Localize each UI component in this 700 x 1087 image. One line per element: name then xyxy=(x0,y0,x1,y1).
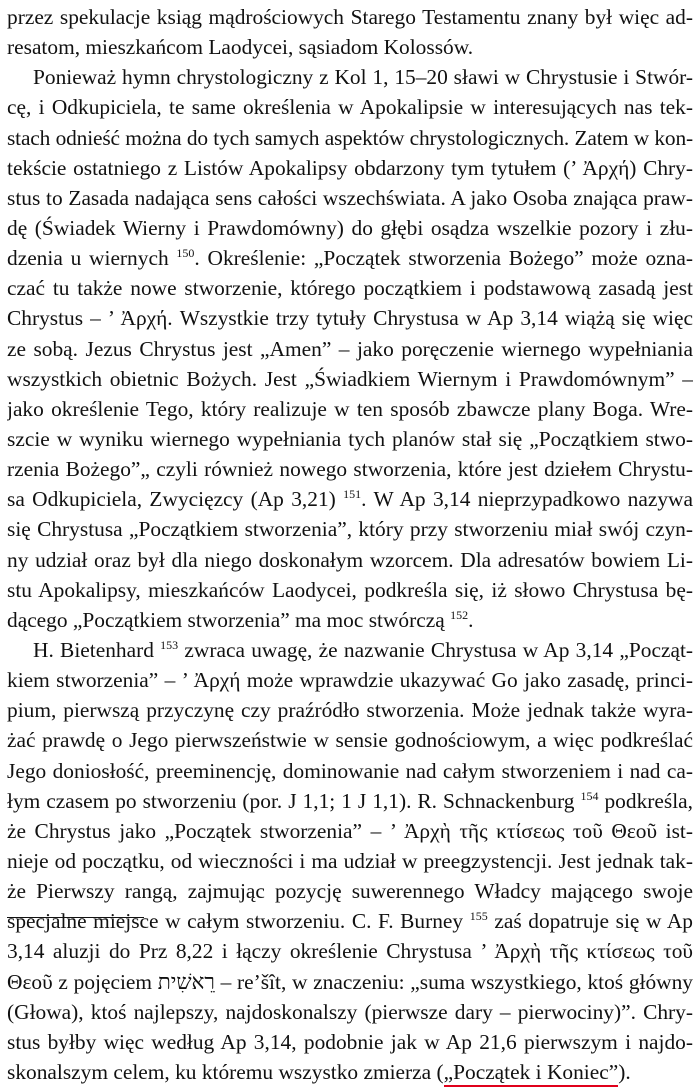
text-line xyxy=(7,364,693,394)
text-line xyxy=(7,936,693,966)
text-line xyxy=(7,243,693,273)
text-segment: się Chrystusa „Początkiem stworzenia”, który przy stworzeniu miał swój czyn- xyxy=(7,517,693,542)
text-line xyxy=(7,62,693,92)
text-segment: stach odnieść można do tych samych aspektów chrystologicznych. Zatem w kon- xyxy=(7,125,693,150)
text-segment: stus byłby więc według Ap 3,14, podobnie jak w Ap 21,6 pierwszym i najdo- xyxy=(7,1029,693,1054)
footnote-separator xyxy=(7,917,144,918)
text-segment: że Chrystus jako „Początek stworzenia” – ’ Ἀρχὴ τῆς κτίσεως τοῦ Θεοῦ ist- xyxy=(7,818,693,843)
text-line xyxy=(7,846,693,876)
footnote-ref: 152 xyxy=(450,607,469,622)
text-line xyxy=(7,123,693,153)
text-line xyxy=(7,484,693,514)
text-line xyxy=(7,545,693,575)
text-line xyxy=(7,424,693,454)
text-segment: przez spekulacje ksiąg mądrościowych Starego Testamentu znany był więc ad- xyxy=(7,5,693,29)
text-line xyxy=(7,454,693,484)
text-segment: H. Bietenhard xyxy=(33,637,161,662)
text-segment: cę, i Odkupiciela, te same określenia w Apokalipsie w interesujących nas tek- xyxy=(7,95,693,120)
text-line xyxy=(7,816,693,846)
text-line xyxy=(7,394,693,424)
text-segment: dzenia u wiernych xyxy=(7,246,177,271)
text-segment: . Określenie: „Początek stworzenia Bożego” może ozna- xyxy=(194,246,693,271)
text-segment: stu Apokalipsy, mieszkańców Laodycei, podkreśla się, iż słowo Chrystusa bę- xyxy=(7,577,693,602)
text-line xyxy=(7,32,693,62)
text-segment: . xyxy=(468,607,474,632)
footnote-ref: 153 xyxy=(160,637,179,652)
text-segment: sa Odkupiciela, Zwycięzcy (Ap 3,21) xyxy=(7,487,344,512)
text-segment: nieje od początku, od wieczności i ma udział w preegzystencji. Jest jednak tak- xyxy=(7,848,693,873)
footnote-ref: 150 xyxy=(176,246,195,261)
text-line xyxy=(7,635,693,665)
text-segment: . W Ap 3,14 nieprzypadkowo nazywa xyxy=(361,487,693,512)
text-line xyxy=(7,665,693,695)
text-segment: dącego „Początkiem stworzenia” ma moc stwórczą xyxy=(7,607,451,632)
text-segment: (Głowa), ktoś najlepszy, najdoskonalszy (pierwsze dary – pierwociny)”. Chry- xyxy=(7,999,693,1024)
text-segment: podkreśla, xyxy=(598,788,693,813)
text-segment: Ponieważ hymn chrystologiczny z Kol 1, 15–20 sławi w Chrystusie i Stwór- xyxy=(33,65,693,90)
text-line xyxy=(7,786,693,816)
text-segment: szcie w wyniku wiernego wypełniania tych planów stał się „Początkiem stwo- xyxy=(7,426,693,451)
text-segment: skonalszym celem, ku któremu wszystko zmierza ( xyxy=(7,1059,444,1084)
text-segment: że Pierwszy rangą, zajmując pozycję suwerennego Władcy mającego swoje xyxy=(7,879,693,904)
page-text xyxy=(7,2,693,1087)
footnote-ref: 154 xyxy=(580,788,599,803)
text-line xyxy=(7,183,693,213)
text-segment: resatom, mieszkańcom Laodycei, sąsiadom Kolossów. xyxy=(7,35,474,60)
text-segment: zwraca uwagę, że nazwanie Chrystusa w Ap 3,14 „Począt- xyxy=(178,637,693,662)
text-segment: ). xyxy=(618,1059,631,1084)
text-segment: czać tu także nowe stworzenie, którego początkiem i podstawową zasadą jest xyxy=(7,276,693,301)
text-segment: ze sobą. Jezus Chrystus jest „Amen” – jako poręczenie wiernego wypełniania xyxy=(7,336,693,361)
text-line xyxy=(7,153,693,183)
footnote-ref: 151 xyxy=(343,487,362,502)
text-line xyxy=(7,967,693,997)
text-segment: zaś dopatruje się w Ap xyxy=(487,909,693,934)
text-segment: Chrystus – ’ Ἀρχή. Wszystkie trzy tytuły Chrystusa w Ap 3,14 wiążą się więc xyxy=(7,306,693,331)
text-line xyxy=(7,756,693,786)
text-segment: pium, pierwszą przyczynę czy praźródło stworzenia. Może jednak także wyra- xyxy=(7,698,693,723)
text-line xyxy=(7,997,693,1027)
text-line xyxy=(7,514,693,544)
text-line xyxy=(7,213,693,243)
highlighted-phrase: „Początek i Koniec” xyxy=(444,1060,619,1087)
text-segment: dę (Świadek Wierny i Prawdomówny) do głębi osądza wszelkie pozory i złu- xyxy=(7,215,693,240)
text-line xyxy=(7,725,693,755)
text-line xyxy=(7,906,693,936)
text-segment: wszystkich obietnic Bożych. Jest „Świadkiem Wiernym i Prawdomównym” – xyxy=(7,366,693,391)
text-line xyxy=(7,876,693,906)
text-segment: tekście ostatniego z Listów Apokalipsy obdarzony tym tytułem (’ Ἀρχή) Chry- xyxy=(7,155,693,180)
text-line xyxy=(7,1027,693,1057)
text-line xyxy=(7,273,693,303)
text-segment: specjalne miejsce w całym stworzeniu. C. F. Burney xyxy=(7,909,470,934)
footnote-ref: 155 xyxy=(469,909,488,924)
text-line xyxy=(7,695,693,725)
text-segment: łym czasem po stworzeniu (por. J 1,1; 1 J 1,1). R. Schnackenburg xyxy=(7,788,581,813)
text-segment: żać prawdę o Jego pierwszeństwie w sensie godnościowym, a więc podkreślać xyxy=(7,728,693,753)
text-segment: kiem stworzenia” – ’ Ἀρχή może wprawdzie ukazywać Go jako zasadę, princi- xyxy=(7,668,693,693)
text-segment: 3,14 aluzji do Prz 8,22 i łączy określenie Chrystusa ’ Ἀρχὴ τῆς κτίσεως τοῦ xyxy=(7,939,693,964)
text-line xyxy=(7,1057,693,1087)
text-line xyxy=(7,303,693,333)
text-segment: ny udział oraz był dla niego doskonałym wzorcem. Dla adresatów bowiem Li- xyxy=(7,547,693,572)
text-line xyxy=(7,575,693,605)
text-segment: stus to Zasada nadająca sens całości wszechświata. A jako Osoba znająca praw- xyxy=(7,185,693,210)
text-segment: rzenia Bożego”„ czyli również nowego stworzenia, które jest dziełem Chrystu- xyxy=(7,457,693,482)
text-line xyxy=(7,334,693,364)
text-segment: Jego doniosłość, preeminencję, dominowanie nad całym stworzeniem i nad ca- xyxy=(7,758,693,783)
text-segment: Θεοῦ z pojęciem רֵאשִׁית – re’šît, w znaczeniu: „suma wszystkiego, ktoś główny xyxy=(7,969,693,994)
text-line xyxy=(7,2,693,32)
text-segment: jako określenie Tego, który realizuje w ten sposób zbawcze plany Boga. Wre- xyxy=(7,396,693,421)
text-line xyxy=(7,605,693,635)
text-line xyxy=(7,92,693,122)
